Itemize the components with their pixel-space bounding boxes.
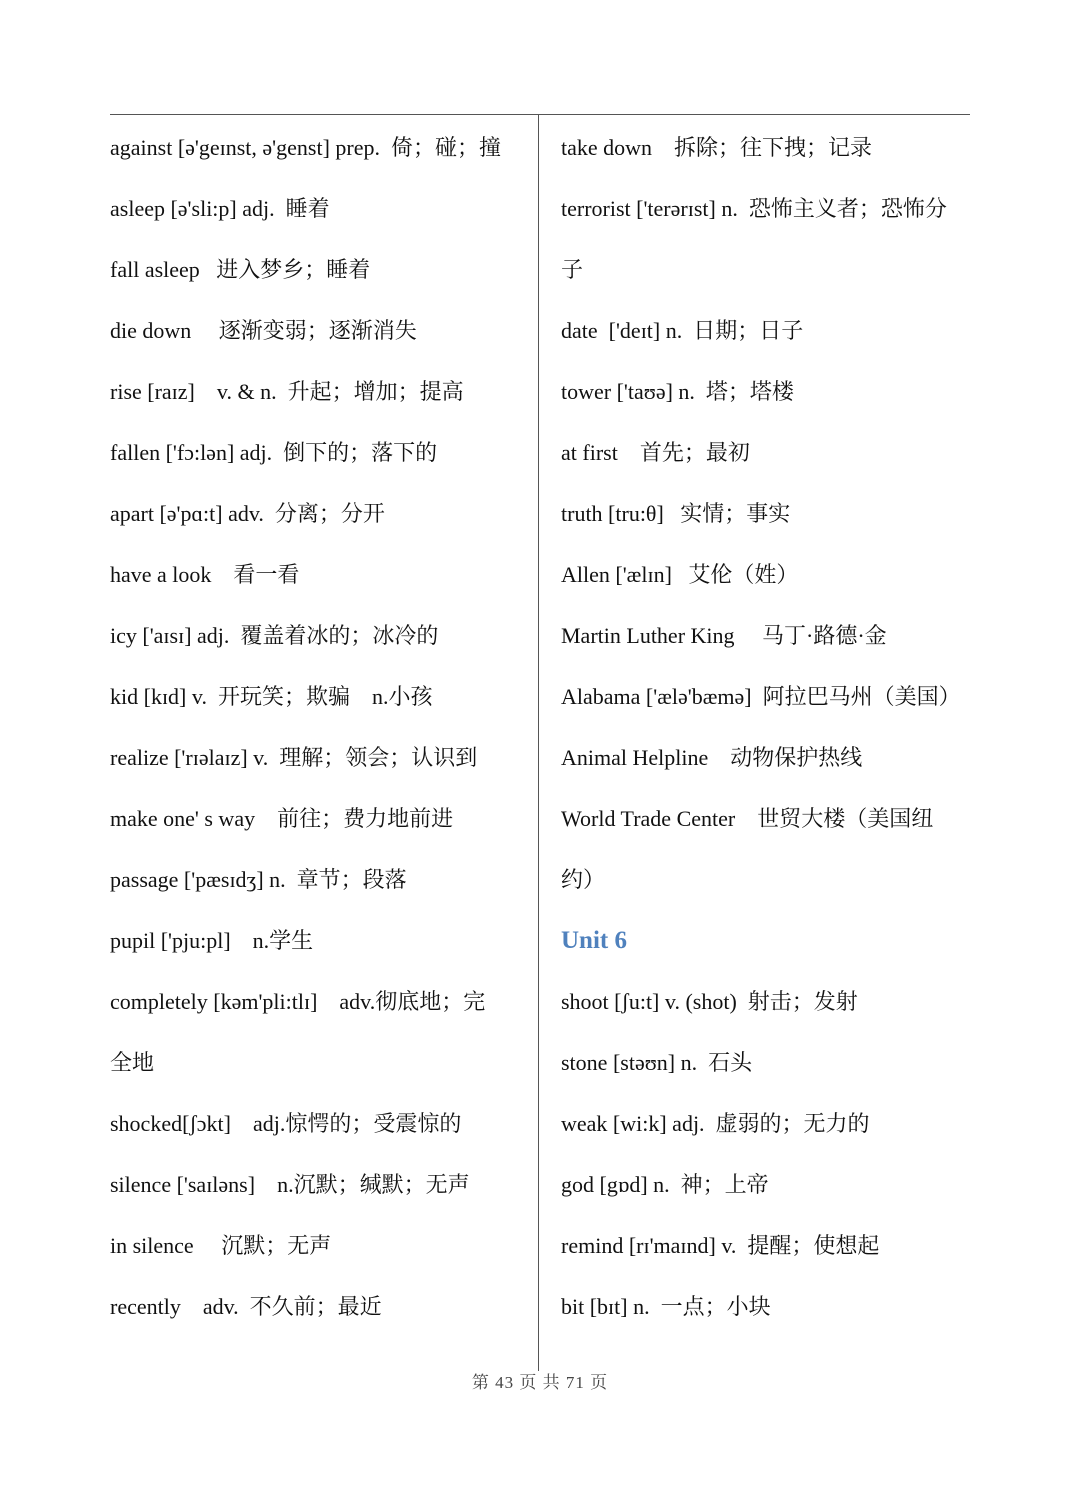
vocab-line: die down 逐渐变弱；逐渐消失 <box>110 318 417 343</box>
vocab-line: weak [wi:k] adj. 虚弱的；无力的 <box>561 1111 870 1136</box>
vocab-line: apart [ə'pɑ:t] adv. 分离；分开 <box>110 501 385 526</box>
vocab-line: in silence 沉默；无声 <box>110 1233 332 1258</box>
vocab-line: fallen ['fɔ:lən] adj. 倒下的；落下的 <box>110 440 438 465</box>
top-rule <box>110 114 970 115</box>
vocab-line: shoot [ʃu:t] v. (shot) 射击；发射 <box>561 989 858 1014</box>
vocab-line: god [gɒd] n. 神；上帝 <box>561 1172 769 1197</box>
vocab-line: World Trade Center 世贸大楼（美国纽 <box>561 806 934 831</box>
left-vocabulary-column <box>110 117 530 1337</box>
vocab-line: 子 <box>561 257 584 282</box>
vocab-line: remind [rɪ'maɪnd] v. 提醒；使想起 <box>561 1233 880 1258</box>
vocab-line: Animal Helpline 动物保护热线 <box>561 745 863 770</box>
vocab-line: passage ['pæsɪdʒ] n. 章节；段落 <box>110 867 407 892</box>
vocab-line: Allen ['ælɪn] 艾伦（姓） <box>561 562 799 587</box>
vocab-line: Alabama ['ælə'bæmə] 阿拉巴马州（美国） <box>561 684 961 709</box>
column-divider <box>538 114 539 1371</box>
vocab-line: fall asleep 进入梦乡；睡着 <box>110 257 371 282</box>
vocab-line: against [ə'geɪnst, ə'genst] prep. 倚；碰；撞 <box>110 135 502 160</box>
vocab-line: Martin Luther King 马丁·路德·金 <box>561 623 887 648</box>
vocab-line: stone [stəʊn] n. 石头 <box>561 1050 753 1075</box>
vocab-line: have a look 看一看 <box>110 562 300 587</box>
page-number-footer: 第 43 页 共 71 页 <box>471 1373 609 1392</box>
vocab-line: 约） <box>561 867 606 892</box>
vocab-line: icy ['aɪsɪ] adj. 覆盖着冰的；冰冷的 <box>110 623 439 648</box>
vocab-line: terrorist ['terərɪst] n. 恐怖主义者；恐怖分 <box>561 196 947 221</box>
unit-heading: Unit 6 <box>561 927 627 954</box>
vocab-line: asleep [ə'sli:p] adj. 睡着 <box>110 196 330 221</box>
vocab-line: bit [bɪt] n. 一点；小块 <box>561 1294 771 1319</box>
vocab-line: 全地 <box>110 1050 155 1075</box>
vocab-line: pupil ['pju:pl] n.学生 <box>110 928 314 953</box>
vocab-line: at first 首先；最初 <box>561 440 750 465</box>
vocab-line: make one' s way 前往；费力地前进 <box>110 806 454 831</box>
vocab-line: realize ['rɪəlaɪz] v. 理解；领会；认识到 <box>110 745 478 770</box>
right-vocabulary-column <box>561 117 976 1337</box>
vocab-line: truth [tru:θ] 实情；事实 <box>561 501 791 526</box>
vocab-line: tower ['taʊə] n. 塔；塔楼 <box>561 379 794 404</box>
vocab-line: recently adv. 不久前；最近 <box>110 1294 382 1319</box>
vocab-line: date ['deɪt] n. 日期；日子 <box>561 318 804 343</box>
vocab-line: completely [kəm'pli:tlɪ] adv.彻底地；完 <box>110 989 486 1014</box>
vocab-line: take down 拆除；往下拽；记录 <box>561 135 873 160</box>
vocab-line: silence ['saɪləns] n.沉默；缄默；无声 <box>110 1172 470 1197</box>
vocab-line: kid [kɪd] v. 开玩笑；欺骗 n.小孩 <box>110 684 433 709</box>
vocab-line: shocked[ʃɔkt] adj.惊愕的；受震惊的 <box>110 1111 462 1136</box>
vocab-line: rise [raɪz] v. & n. 升起；增加；提高 <box>110 379 464 404</box>
